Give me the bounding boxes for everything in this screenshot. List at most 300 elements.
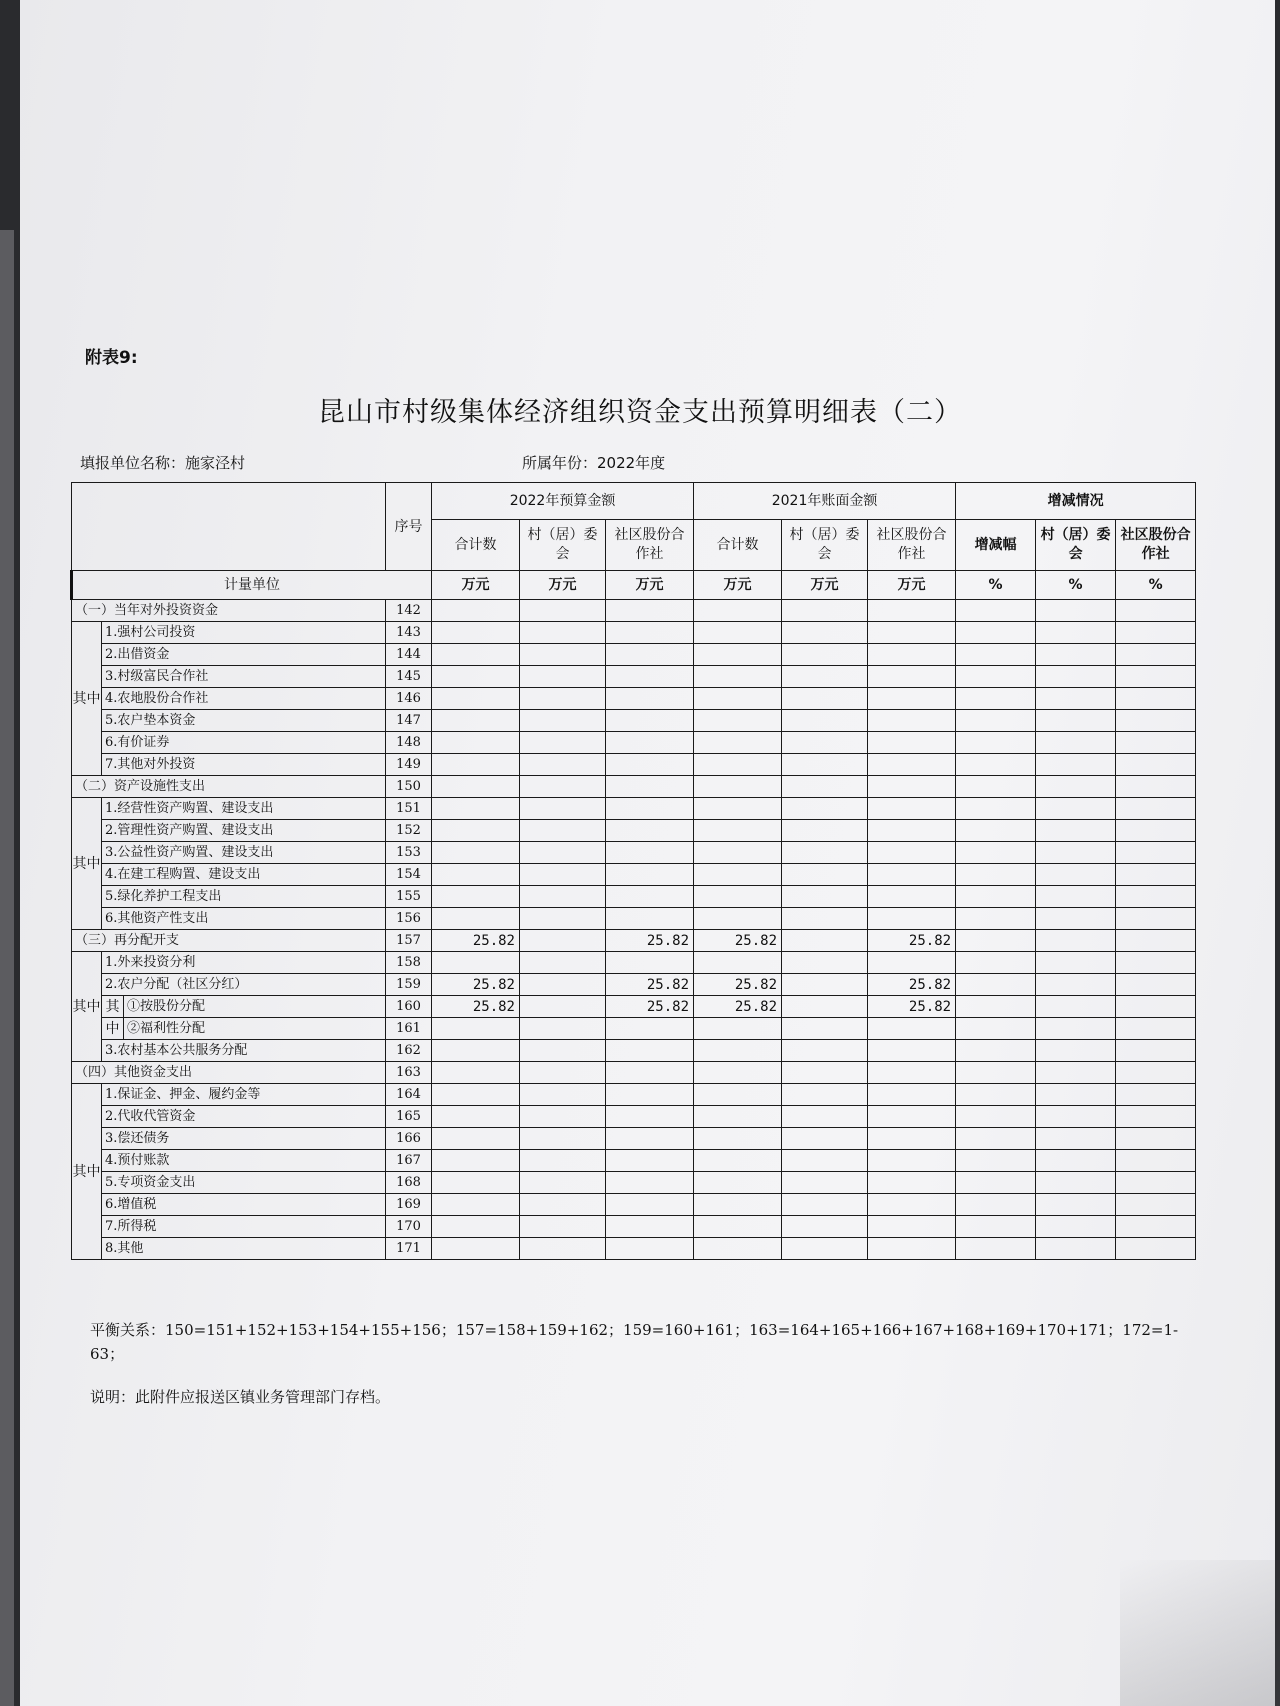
- item-label: 7.其他对外投资: [102, 754, 386, 776]
- table-row: [72, 622, 1196, 644]
- value-cell-chg-rate: [956, 600, 1036, 622]
- value-cell-chg-coop: [1116, 1128, 1196, 1150]
- value-cell-v2021-total: [694, 886, 782, 908]
- value-cell-v2021-coop: [868, 1018, 956, 1040]
- value-cell-v2021-committee: [782, 952, 868, 974]
- value-cell-v2022-committee: [520, 1172, 606, 1194]
- seq-cell: 167: [386, 1150, 432, 1172]
- unit-row-label: 计量单位: [72, 571, 432, 600]
- value-cell-v2022-total: [432, 600, 520, 622]
- table-row: [72, 886, 1196, 908]
- value-cell-v2021-total: [694, 952, 782, 974]
- value-cell-v2022-coop: 25.82: [606, 996, 694, 1018]
- value-cell-chg-rate: [956, 1216, 1036, 1238]
- value-cell-v2021-committee: [782, 1062, 868, 1084]
- table-row: [72, 1150, 1196, 1172]
- table-row: [72, 710, 1196, 732]
- value-cell-v2021-total: [694, 1084, 782, 1106]
- seq-cell: 144: [386, 644, 432, 666]
- value-cell-v2021-coop: [868, 1194, 956, 1216]
- table-row: [72, 974, 1196, 996]
- value-cell-v2022-committee: [520, 644, 606, 666]
- value-cell-v2021-coop: [868, 666, 956, 688]
- value-cell-v2021-total: [694, 622, 782, 644]
- fill-unit-label: 填报单位名称：施家泾村: [80, 454, 246, 472]
- value-cell-v2021-committee: [782, 688, 868, 710]
- item-label: 2.代收代管资金: [102, 1106, 386, 1128]
- seq-cell: 170: [386, 1216, 432, 1238]
- value-cell-chg-rate: [956, 1194, 1036, 1216]
- value-cell-v2022-committee: [520, 798, 606, 820]
- seq-cell: 171: [386, 1238, 432, 1260]
- value-cell-v2021-coop: [868, 622, 956, 644]
- value-cell-chg-coop: [1116, 798, 1196, 820]
- value-cell-v2022-committee: [520, 1194, 606, 1216]
- item-label: 6.其他资产性支出: [102, 908, 386, 930]
- value-cell-chg-coop: [1116, 732, 1196, 754]
- value-cell-v2022-coop: [606, 864, 694, 886]
- page-title: 昆山市村级集体经济组织资金支出预算明细表（二）: [318, 397, 962, 428]
- value-cell-v2021-total: [694, 864, 782, 886]
- value-cell-v2021-total: [694, 1106, 782, 1128]
- value-cell-v2021-committee: [782, 622, 868, 644]
- seq-cell: 142: [386, 600, 432, 622]
- table-row: [72, 908, 1196, 930]
- seq-cell: 166: [386, 1128, 432, 1150]
- value-cell-v2021-coop: [868, 1172, 956, 1194]
- value-cell-v2021-coop: [868, 776, 956, 798]
- value-cell-v2022-coop: [606, 1238, 694, 1260]
- value-cell-chg-coop: [1116, 1194, 1196, 1216]
- value-cell-v2022-coop: [606, 1128, 694, 1150]
- item-label: 1.保证金、押金、履约金等: [102, 1084, 386, 1106]
- seq-cell: 165: [386, 1106, 432, 1128]
- seq-cell: 169: [386, 1194, 432, 1216]
- seq-cell: 148: [386, 732, 432, 754]
- header-2022-committee: 村（居）委会: [520, 520, 606, 571]
- value-cell-chg-committee: [1036, 1106, 1116, 1128]
- value-cell-v2022-committee: [520, 996, 606, 1018]
- seq-cell: 143: [386, 622, 432, 644]
- value-cell-chg-coop: [1116, 622, 1196, 644]
- value-cell-v2021-coop: [868, 754, 956, 776]
- header-change: 增减情况: [956, 483, 1196, 520]
- value-cell-chg-rate: [956, 1040, 1036, 1062]
- value-cell-v2021-committee: [782, 1216, 868, 1238]
- table-row: [72, 1106, 1196, 1128]
- table-row: [72, 1194, 1196, 1216]
- value-cell-v2022-coop: [606, 600, 694, 622]
- value-cell-v2021-committee: [782, 710, 868, 732]
- seq-cell: 154: [386, 864, 432, 886]
- value-cell-chg-committee: [1036, 842, 1116, 864]
- value-cell-v2022-committee: [520, 908, 606, 930]
- value-cell-v2022-total: [432, 1062, 520, 1084]
- value-cell-chg-coop: [1116, 754, 1196, 776]
- value-cell-v2021-total: 25.82: [694, 996, 782, 1018]
- value-cell-chg-rate: [956, 1238, 1036, 1260]
- value-cell-v2021-committee: [782, 1018, 868, 1040]
- value-cell-v2022-coop: [606, 1106, 694, 1128]
- value-cell-v2021-total: [694, 1238, 782, 1260]
- value-cell-v2021-committee: [782, 776, 868, 798]
- value-cell-chg-committee: [1036, 908, 1116, 930]
- header-2021-coop: 社区股份合作社: [868, 520, 956, 571]
- value-cell-chg-rate: [956, 666, 1036, 688]
- value-cell-chg-coop: [1116, 1150, 1196, 1172]
- value-cell-chg-committee: [1036, 688, 1116, 710]
- value-cell-chg-rate: [956, 622, 1036, 644]
- value-cell-v2021-coop: 25.82: [868, 930, 956, 952]
- value-cell-v2021-coop: [868, 864, 956, 886]
- value-cell-v2022-coop: [606, 688, 694, 710]
- value-cell-v2022-coop: 25.82: [606, 930, 694, 952]
- item-label: 2.农户分配（社区分红）: [102, 974, 386, 996]
- table-row: [72, 1172, 1196, 1194]
- value-cell-v2021-committee: [782, 1106, 868, 1128]
- value-cell-v2022-total: [432, 622, 520, 644]
- value-cell-v2022-coop: [606, 666, 694, 688]
- value-cell-v2022-total: [432, 732, 520, 754]
- value-cell-v2021-coop: 25.82: [868, 974, 956, 996]
- value-cell-chg-rate: [956, 1150, 1036, 1172]
- value-cell-v2021-total: [694, 644, 782, 666]
- seq-cell: 161: [386, 1018, 432, 1040]
- item-label: 1.经营性资产购置、建设支出: [102, 798, 386, 820]
- value-cell-v2021-coop: [868, 1216, 956, 1238]
- value-cell-v2021-total: 25.82: [694, 930, 782, 952]
- value-cell-v2022-coop: [606, 1018, 694, 1040]
- value-cell-v2021-coop: [868, 1238, 956, 1260]
- table-row: [72, 1018, 1196, 1040]
- value-cell-v2022-committee: [520, 1238, 606, 1260]
- value-cell-chg-rate: [956, 842, 1036, 864]
- value-cell-v2021-total: [694, 1194, 782, 1216]
- value-cell-v2022-committee: [520, 1106, 606, 1128]
- qizhong-label: 其中: [72, 798, 102, 930]
- qizhong-label: 其中: [72, 622, 102, 776]
- value-cell-chg-coop: [1116, 1062, 1196, 1084]
- value-cell-v2021-total: 25.82: [694, 974, 782, 996]
- unit-change-committee: %: [1036, 571, 1116, 600]
- value-cell-v2022-committee: [520, 1062, 606, 1084]
- seq-cell: 150: [386, 776, 432, 798]
- value-cell-chg-rate: [956, 996, 1036, 1018]
- item-label: 8.其他: [102, 1238, 386, 1260]
- value-cell-v2022-coop: [606, 908, 694, 930]
- value-cell-chg-committee: [1036, 1194, 1116, 1216]
- value-cell-v2021-total: [694, 600, 782, 622]
- value-cell-chg-coop: [1116, 1084, 1196, 1106]
- value-cell-chg-rate: [956, 688, 1036, 710]
- section-label: （三）再分配开支: [72, 930, 386, 952]
- value-cell-v2021-total: [694, 732, 782, 754]
- value-cell-v2021-coop: [868, 842, 956, 864]
- header-2022-coop: 社区股份合作社: [606, 520, 694, 571]
- value-cell-v2021-total: [694, 776, 782, 798]
- value-cell-v2022-committee: [520, 600, 606, 622]
- value-cell-chg-coop: [1116, 1040, 1196, 1062]
- table-row: [72, 842, 1196, 864]
- value-cell-chg-committee: [1036, 974, 1116, 996]
- value-cell-chg-rate: [956, 644, 1036, 666]
- value-cell-chg-coop: [1116, 1018, 1196, 1040]
- value-cell-v2022-committee: [520, 974, 606, 996]
- value-cell-v2021-coop: [868, 886, 956, 908]
- value-cell-v2022-total: [432, 776, 520, 798]
- unit-2021-committee: 万元: [782, 571, 868, 600]
- item-label: 6.增值税: [102, 1194, 386, 1216]
- value-cell-v2022-total: [432, 886, 520, 908]
- value-cell-v2021-committee: [782, 1040, 868, 1062]
- value-cell-chg-rate: [956, 974, 1036, 996]
- value-cell-v2021-committee: [782, 732, 868, 754]
- value-cell-v2021-committee: [782, 754, 868, 776]
- value-cell-v2022-coop: [606, 1062, 694, 1084]
- value-cell-v2022-total: [432, 1106, 520, 1128]
- value-cell-chg-coop: [1116, 842, 1196, 864]
- header-2021-total: 合计数: [694, 520, 782, 571]
- unit-2022-total: 万元: [432, 571, 520, 600]
- value-cell-chg-rate: [956, 1062, 1036, 1084]
- value-cell-v2022-total: [432, 1238, 520, 1260]
- header-change-coop: 社区股份合作社: [1116, 520, 1196, 571]
- value-cell-v2022-coop: 25.82: [606, 974, 694, 996]
- value-cell-v2021-committee: [782, 886, 868, 908]
- value-cell-v2022-total: [432, 710, 520, 732]
- seq-cell: 162: [386, 1040, 432, 1062]
- value-cell-chg-coop: [1116, 864, 1196, 886]
- value-cell-chg-rate: [956, 798, 1036, 820]
- value-cell-v2021-committee: [782, 1128, 868, 1150]
- value-cell-chg-rate: [956, 930, 1036, 952]
- seq-cell: 163: [386, 1062, 432, 1084]
- value-cell-v2022-total: [432, 798, 520, 820]
- value-cell-v2021-total: [694, 908, 782, 930]
- value-cell-v2022-committee: [520, 732, 606, 754]
- item-label: 2.管理性资产购置、建设支出: [102, 820, 386, 842]
- value-cell-chg-rate: [956, 1128, 1036, 1150]
- value-cell-v2021-coop: [868, 908, 956, 930]
- value-cell-v2022-total: [432, 1194, 520, 1216]
- table-row: [72, 996, 1196, 1018]
- value-cell-v2022-coop: [606, 798, 694, 820]
- item-label: 3.偿还债务: [102, 1128, 386, 1150]
- item-label: 7.所得税: [102, 1216, 386, 1238]
- value-cell-v2021-coop: [868, 820, 956, 842]
- value-cell-v2021-committee: [782, 864, 868, 886]
- value-cell-chg-rate: [956, 1018, 1036, 1040]
- value-cell-chg-coop: [1116, 974, 1196, 996]
- value-cell-chg-committee: [1036, 732, 1116, 754]
- qizhong-label: 其中: [72, 1084, 102, 1260]
- value-cell-chg-rate: [956, 732, 1036, 754]
- value-cell-v2022-coop: [606, 1040, 694, 1062]
- value-cell-v2022-committee: [520, 688, 606, 710]
- value-cell-v2021-committee: [782, 666, 868, 688]
- value-cell-chg-committee: [1036, 930, 1116, 952]
- value-cell-chg-committee: [1036, 1040, 1116, 1062]
- value-cell-v2022-coop: [606, 1172, 694, 1194]
- budget-table: [70, 482, 1196, 1260]
- table-body: [72, 600, 1196, 1260]
- table-row: [72, 666, 1196, 688]
- value-cell-v2022-committee: [520, 1040, 606, 1062]
- value-cell-v2021-total: [694, 666, 782, 688]
- value-cell-chg-committee: [1036, 1128, 1116, 1150]
- value-cell-v2021-committee: [782, 908, 868, 930]
- seq-cell: 149: [386, 754, 432, 776]
- value-cell-v2021-committee: [782, 974, 868, 996]
- header-2021: 2021年账面金额: [694, 483, 956, 520]
- value-cell-v2021-committee: [782, 1172, 868, 1194]
- value-cell-chg-committee: [1036, 600, 1116, 622]
- item-label: 2.出借资金: [102, 644, 386, 666]
- seq-cell: 159: [386, 974, 432, 996]
- value-cell-v2022-coop: [606, 1150, 694, 1172]
- seq-cell: 152: [386, 820, 432, 842]
- value-cell-v2021-total: [694, 1040, 782, 1062]
- annex-label: 附表9:: [85, 348, 138, 368]
- unit-2021-total: 万元: [694, 571, 782, 600]
- value-cell-v2021-total: [694, 1128, 782, 1150]
- value-cell-chg-coop: [1116, 644, 1196, 666]
- value-cell-chg-committee: [1036, 1172, 1116, 1194]
- section-label: （二）资产设施性支出: [72, 776, 386, 798]
- item-label: ①按股份分配: [124, 996, 386, 1018]
- item-label: 4.在建工程购置、建设支出: [102, 864, 386, 886]
- value-cell-chg-coop: [1116, 688, 1196, 710]
- value-cell-v2021-committee: [782, 820, 868, 842]
- item-label: 5.绿化养护工程支出: [102, 886, 386, 908]
- balance-note: 平衡关系：150=151+152+153+154+155+156；157=158+159+162；159=160+161；163=164+165+166+167+168+169+170+171；172=1-63；: [90, 1321, 1179, 1363]
- value-cell-v2021-committee: [782, 930, 868, 952]
- unit-change-coop: %: [1116, 571, 1196, 600]
- value-cell-v2021-coop: [868, 1128, 956, 1150]
- value-cell-v2021-total: [694, 1062, 782, 1084]
- value-cell-v2021-total: [694, 710, 782, 732]
- value-cell-chg-committee: [1036, 666, 1116, 688]
- value-cell-chg-coop: [1116, 776, 1196, 798]
- table-row: [72, 776, 1196, 798]
- table-row: [72, 864, 1196, 886]
- value-cell-v2022-total: [432, 1040, 520, 1062]
- table-row: [72, 1238, 1196, 1260]
- value-cell-v2022-total: 25.82: [432, 930, 520, 952]
- qizhong-label: 其中: [72, 952, 102, 1062]
- value-cell-v2022-total: [432, 1018, 520, 1040]
- value-cell-chg-rate: [956, 908, 1036, 930]
- background-edge: [0, 230, 14, 1706]
- value-cell-v2021-committee: [782, 1150, 868, 1172]
- unit-2021-coop: 万元: [868, 571, 956, 600]
- value-cell-v2022-coop: [606, 754, 694, 776]
- value-cell-v2022-coop: [606, 644, 694, 666]
- value-cell-v2022-total: [432, 952, 520, 974]
- value-cell-chg-rate: [956, 820, 1036, 842]
- value-cell-v2021-total: [694, 842, 782, 864]
- table-row: [72, 600, 1196, 622]
- value-cell-v2022-total: [432, 1128, 520, 1150]
- value-cell-chg-rate: [956, 864, 1036, 886]
- value-cell-chg-coop: [1116, 952, 1196, 974]
- value-cell-v2022-committee: [520, 886, 606, 908]
- value-cell-chg-committee: [1036, 798, 1116, 820]
- value-cell-v2022-total: [432, 666, 520, 688]
- seq-cell: 146: [386, 688, 432, 710]
- value-cell-v2022-total: [432, 864, 520, 886]
- value-cell-v2022-total: [432, 644, 520, 666]
- table-row: [72, 1216, 1196, 1238]
- seq-cell: 160: [386, 996, 432, 1018]
- value-cell-v2022-total: [432, 688, 520, 710]
- value-cell-v2022-total: [432, 842, 520, 864]
- header-change-committee: 村（居）委会: [1036, 520, 1116, 571]
- value-cell-v2021-total: [694, 1018, 782, 1040]
- value-cell-v2021-total: [694, 1150, 782, 1172]
- value-cell-v2021-committee: [782, 1194, 868, 1216]
- seq-cell: 155: [386, 886, 432, 908]
- value-cell-v2021-coop: [868, 798, 956, 820]
- value-cell-v2022-total: [432, 1084, 520, 1106]
- value-cell-v2021-total: [694, 688, 782, 710]
- value-cell-chg-committee: [1036, 1084, 1116, 1106]
- unit-2022-coop: 万元: [606, 571, 694, 600]
- seq-cell: 157: [386, 930, 432, 952]
- unit-change-rate: %: [956, 571, 1036, 600]
- item-label: 1.外来投资分利: [102, 952, 386, 974]
- item-label: 1.强村公司投资: [102, 622, 386, 644]
- value-cell-v2021-coop: [868, 1062, 956, 1084]
- seq-cell: 164: [386, 1084, 432, 1106]
- value-cell-v2021-total: [694, 1216, 782, 1238]
- seq-cell: 151: [386, 798, 432, 820]
- value-cell-v2021-committee: [782, 842, 868, 864]
- item-label: 5.专项资金支出: [102, 1172, 386, 1194]
- value-cell-v2022-coop: [606, 952, 694, 974]
- value-cell-v2021-coop: [868, 1040, 956, 1062]
- value-cell-chg-coop: [1116, 710, 1196, 732]
- value-cell-chg-committee: [1036, 996, 1116, 1018]
- value-cell-v2022-committee: [520, 666, 606, 688]
- section-label: （一）当年对外投资资金: [72, 600, 386, 622]
- table-row: [72, 1128, 1196, 1150]
- value-cell-chg-committee: [1036, 754, 1116, 776]
- budget-table-wrapper: [70, 482, 1191, 1260]
- value-cell-v2022-total: [432, 1150, 520, 1172]
- value-cell-v2021-total: [694, 820, 782, 842]
- value-cell-chg-committee: [1036, 1150, 1116, 1172]
- value-cell-v2021-coop: 25.82: [868, 996, 956, 1018]
- value-cell-v2022-total: [432, 820, 520, 842]
- seq-cell: 158: [386, 952, 432, 974]
- value-cell-chg-coop: [1116, 1172, 1196, 1194]
- value-cell-chg-coop: [1116, 930, 1196, 952]
- value-cell-v2021-committee: [782, 600, 868, 622]
- value-cell-chg-committee: [1036, 1062, 1116, 1084]
- value-cell-v2022-total: 25.82: [432, 996, 520, 1018]
- value-cell-v2022-coop: [606, 732, 694, 754]
- value-cell-v2022-coop: [606, 842, 694, 864]
- value-cell-v2022-committee: [520, 776, 606, 798]
- value-cell-v2022-committee: [520, 952, 606, 974]
- seq-cell: 147: [386, 710, 432, 732]
- value-cell-v2021-coop: [868, 600, 956, 622]
- value-cell-chg-committee: [1036, 820, 1116, 842]
- value-cell-chg-coop: [1116, 666, 1196, 688]
- table-row: [72, 754, 1196, 776]
- value-cell-v2022-coop: [606, 886, 694, 908]
